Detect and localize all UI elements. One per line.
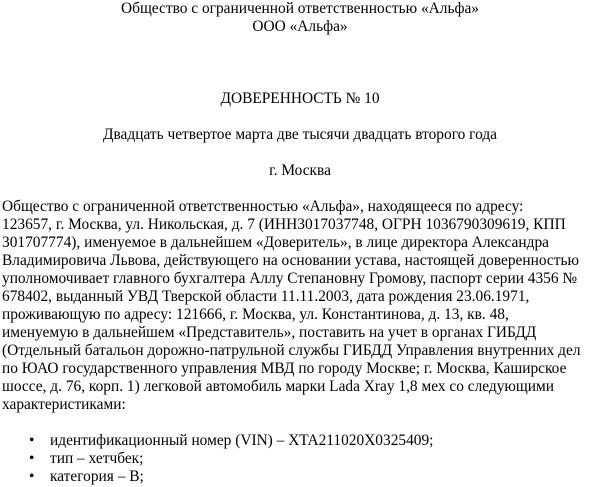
body-line: проживающую по адресу: 121666, г. Москва, ул. Константинова, д. 13, кв. 48,	[2, 306, 509, 323]
bullet-icon: •	[29, 468, 35, 485]
list-item-text: идентификационный номер (VIN) – XTA211020X0325409;	[50, 432, 434, 449]
body-line: шоссе, д. 76, корп. 1) легковой автомобиль марки Lada Xray 1,8 мех со следующими	[2, 378, 554, 395]
body-line: 123657, г. Москва, ул. Никольская, д. 7 (ИНН3017037748, ОГРН 1036790309619, КПП	[2, 216, 566, 233]
organization-full-name: Общество с ограниченной ответственностью «Альфа»	[121, 0, 479, 17]
list-item-text: категория – В;	[50, 468, 144, 485]
body-line: уполномочивает главного бухгалтера Аллу Степановну Громову, паспорт серии 4356 №	[2, 270, 578, 287]
bullet-icon: •	[29, 432, 35, 449]
body-line: именуемую в дальнейшем «Представитель», поставить на учет в органах ГИБДД	[2, 324, 537, 341]
city-line: г. Москва	[269, 162, 331, 179]
document-title: ДОВЕРЕННОСТЬ № 10	[220, 90, 380, 107]
body-line: по ЮАО государственного управления МВД по городу Москве; г. Москва, Каширское	[2, 360, 567, 377]
bullet-icon: •	[29, 450, 35, 467]
organization-short-name: ООО «Альфа»	[252, 18, 348, 35]
body-line: 301707774), именуемое в дальнейшем «Доверитель», в лице директора Александра	[2, 234, 549, 251]
date-line: Двадцать четвертое марта две тысячи двадцать второго года	[102, 126, 498, 143]
list-item-text: тип – хетчбек;	[50, 450, 144, 467]
body-line: (Отдельный батальон дорожно-патрульной службы ГИБДД Управления внутренних дел	[2, 342, 581, 359]
body-line: Общество с ограниченной ответственностью «Альфа», находящееся по адресу:	[2, 198, 524, 215]
body-line: Владимировича Львова, действующего на основании устава, настоящей доверенностью	[2, 252, 580, 269]
body-line: 678402, выданный УВД Тверской области 11.11.2003, дата рождения 23.06.1971,	[2, 288, 530, 305]
body-line: характеристиками:	[2, 396, 126, 413]
